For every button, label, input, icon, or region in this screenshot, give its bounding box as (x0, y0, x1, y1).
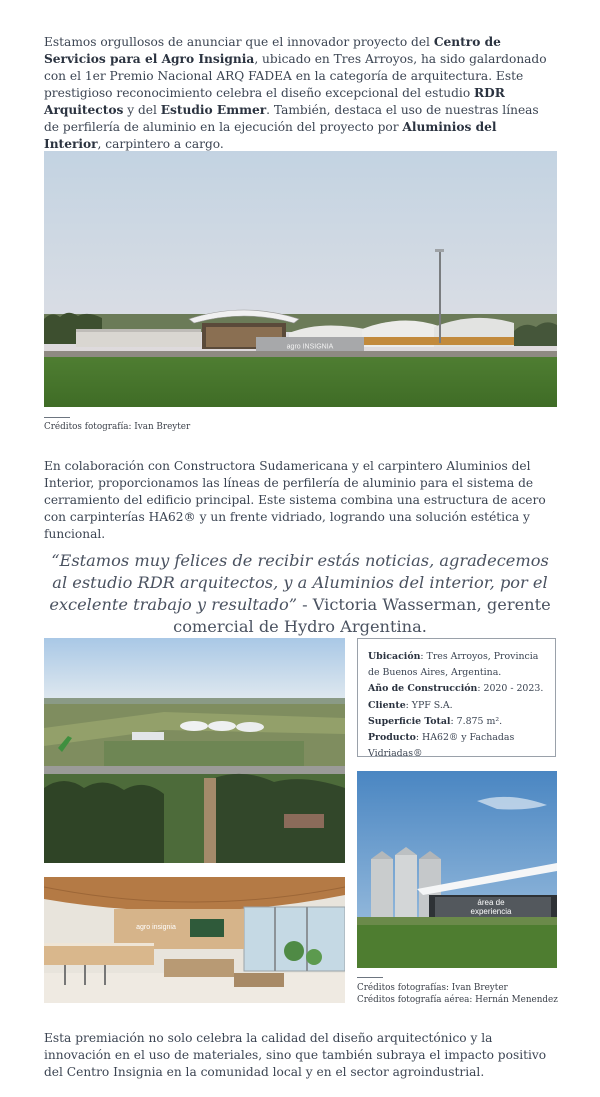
info-location (368, 649, 545, 681)
aerial-photo (44, 638, 345, 863)
testimonial-quote (44, 550, 556, 638)
intro-text: Estamos orgullosos de anunciar que el innovador proyecto del (44, 35, 434, 49)
info-year (368, 681, 545, 697)
quote-attribution: - Victoria Wasserman, gerente comercial de Hydro Argentina. (173, 595, 551, 636)
location-label: Ubicación (368, 651, 421, 662)
year-value: : 2020 - 2023. (477, 683, 544, 695)
intro-paragraph (44, 34, 556, 153)
interior-sign-text: agro insignia (136, 924, 176, 931)
interior-photo (44, 877, 345, 1003)
hero-photo-credit: Créditos fotografía: Ivan Breyter (44, 422, 191, 432)
intro-text: y del (123, 103, 161, 117)
hero-photo (44, 151, 557, 407)
client-value: : YPF S.A. (405, 699, 453, 711)
area-value: : 7.875 m². (450, 715, 503, 727)
client-label: Cliente (368, 699, 406, 711)
hero-sign-text: agro INSIGNIA (286, 343, 334, 351)
area-label: Superficie Total (368, 715, 451, 727)
info-product (368, 730, 545, 762)
collaboration-paragraph: En colaboración con Constructora Sudamericana y el carpintero Aluminios del Interior, proporcionamos las líneas de perfilería de aluminio para el sistema de cerramiento del edificio principal. Este sistema combina una estructura de acero con carpinterías HA62® y un frente vidriado, logrando una solución estética y funcional. (44, 459, 546, 541)
year-label: Año de Construcción (368, 683, 478, 695)
project-info-box (357, 638, 556, 760)
product-value: : HA62® y Fachadas Vidriadas® (368, 732, 515, 760)
info-client (368, 698, 545, 714)
credit-rule (44, 417, 70, 418)
intro-text: , carpintero a cargo. (97, 137, 224, 151)
gallery-credit-rule (357, 977, 383, 978)
silo-sign-line1: área de (477, 898, 505, 907)
studio-emmer: Estudio Emmer (160, 103, 267, 117)
product-label: Producto (368, 732, 416, 744)
gallery-photo-credit: Créditos fotografías: Ivan Breyter (357, 983, 508, 993)
quote-text: “Estamos muy felices de recibir estás noticias, agradecemos al estudio RDR arquitectos, y a Aluminios del interior, por el excelente trabajo y resultado” (49, 551, 549, 614)
closing-paragraph: Esta premiación no solo celebra la calidad del diseño arquitectónico y la innovación en el uso de materiales, sino que también subraya el impacto positivo del Centro Insignia en la comunidad local y en el sector agroindustrial. (44, 1031, 547, 1079)
project-name: Centro de Servicios para el Agro Insignia (44, 35, 501, 66)
gallery-aerial-credit: Créditos fotografía aérea: Hernán Menendez (357, 995, 558, 1005)
info-area (368, 714, 545, 730)
studio-rdr: RDR Arquitectos (44, 86, 505, 117)
carpenter-name: Aluminios del Interior (44, 120, 497, 151)
silo-photo (357, 771, 557, 968)
silo-sign-line2: experiencia (470, 907, 512, 916)
intro-text: , ubicado en Tres Arroyos, ha sido galardonado con el 1er Premio Nacional ARQ FADEA en la categoría de arquitectura. Este prestigioso reconocimiento celebra el diseño excepcional del estudio (44, 52, 547, 100)
intro-text: . También, destaca el uso de nuestras líneas de perfilería de aluminio en la ejecución del proyecto por (44, 103, 539, 134)
location-value: : Tres Arroyos, Provincia de Buenos Aires, Argentina. (368, 651, 539, 679)
